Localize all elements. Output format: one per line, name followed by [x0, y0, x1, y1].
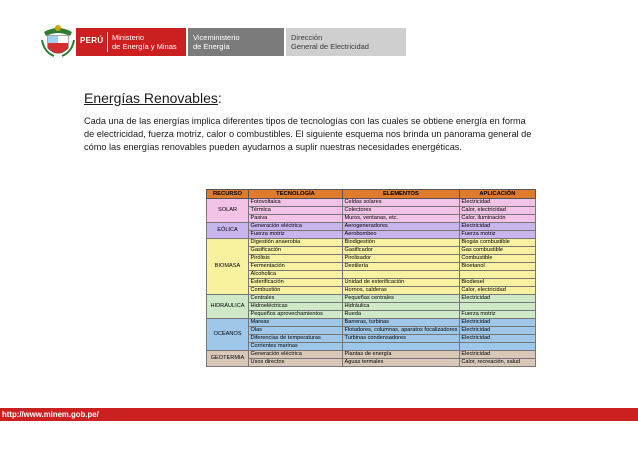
page-title-text: Energías Renovables — [84, 90, 218, 106]
technology-cell: Fotovoltaica — [249, 199, 343, 207]
application-cell: Electricidad — [459, 223, 535, 231]
ministry-line-2: de Energía y Minas — [112, 42, 177, 51]
elements-cell: Colectores — [343, 207, 460, 215]
technology-cell: Generación eléctrica — [249, 351, 343, 359]
col-header-tecnologia: TECNOLOGÍA — [249, 190, 343, 199]
technology-cell: Hidroeléctricas — [249, 303, 343, 311]
application-cell: Electricidad — [459, 295, 535, 303]
direction-label — [291, 33, 369, 51]
technology-cell: Generación eléctrica — [249, 223, 343, 231]
application-cell: Electricidad — [459, 335, 535, 343]
table-row — [207, 263, 536, 271]
col-header-recurso: RECURSO — [207, 190, 249, 199]
elements-cell: Celdas solares — [343, 199, 460, 207]
technology-cell: Fuerza motriz — [249, 231, 343, 239]
direction-line-2: General de Electricidad — [291, 42, 369, 51]
page-title-colon: : — [217, 90, 222, 106]
technology-cell: Diferencias de temperaturas — [249, 335, 343, 343]
application-cell: Combustible — [459, 255, 535, 263]
elements-cell: Aguas termales — [343, 359, 460, 367]
col-header-elementos: ELEMENTOS — [343, 190, 460, 199]
elements-cell: Aerobombeo — [343, 231, 460, 239]
technology-cell: Térmica — [249, 207, 343, 215]
application-cell — [459, 343, 535, 351]
peru-coat-of-arms-icon — [40, 22, 76, 60]
technology-cell: Gasificación — [249, 247, 343, 255]
elements-cell: Plantas de energía — [343, 351, 460, 359]
technology-cell: Fermentación — [249, 263, 343, 271]
elements-cell: Turbinas condensadores — [343, 335, 460, 343]
application-cell: Gas combustible — [459, 247, 535, 255]
application-cell — [459, 303, 535, 311]
intro-paragraph: Cada una de las energías implica diferentes tipos de tecnologías con las cuales se obtiene energía en forma de electricidad, fuerza motriz, calor o combustibles. El siguiente esquema nos brinda un panorama general de cómo las energías renovables pueden ayudarnos a suplir nuestras necesidades energéticas. — [84, 116, 532, 153]
direction-banner — [286, 28, 406, 56]
resource-cell: HIDRÁULICA — [207, 295, 249, 319]
table-row — [207, 207, 536, 215]
technology-cell: Centrales — [249, 295, 343, 303]
application-cell: Calor, iluminación — [459, 215, 535, 223]
technology-cell: Usos directos — [249, 359, 343, 367]
table-row — [207, 255, 536, 263]
application-cell: Electricidad — [459, 199, 535, 207]
elements-cell: Muros, ventanas, etc. — [343, 215, 460, 223]
technology-cell: Pasiva — [249, 215, 343, 223]
table-row — [207, 335, 536, 343]
technology-cell: Corrientes marinas — [249, 343, 343, 351]
vice-ministry-line-2: de Energía — [193, 42, 230, 51]
application-cell: Electricidad — [459, 327, 535, 335]
resource-cell: OCÉANOS — [207, 319, 249, 351]
country-label: PERÚ — [80, 36, 104, 45]
table-row — [207, 215, 536, 223]
technology-cell: Combustión — [249, 287, 343, 295]
elements-cell: Biodigestión — [343, 239, 460, 247]
elements-cell: Aerogeneradores — [343, 223, 460, 231]
application-cell: Biogás combustible — [459, 239, 535, 247]
table-header-row — [207, 190, 536, 199]
resource-cell: BIOMASA — [207, 239, 249, 295]
renewable-energy-table — [206, 189, 536, 367]
footer-url-link[interactable]: http://www.minem.gob.pe/ — [2, 410, 99, 419]
page-title — [84, 90, 222, 106]
application-cell: Calor, recreación, salud — [459, 359, 535, 367]
technology-cell: Pequeños aprovechamientos — [249, 311, 343, 319]
technology-cell: Mareas — [249, 319, 343, 327]
application-cell: Biodiesel — [459, 279, 535, 287]
elements-cell — [343, 343, 460, 351]
application-cell: Electricidad — [459, 319, 535, 327]
elements-cell: Unidad de esterificación — [343, 279, 460, 287]
elements-cell: Rueda — [343, 311, 460, 319]
table-row — [207, 295, 536, 303]
table-row — [207, 271, 536, 279]
technology-cell: Alcoholica — [249, 271, 343, 279]
table-row — [207, 231, 536, 239]
elements-cell: Pirolisador — [343, 255, 460, 263]
technology-cell: Esterificación — [249, 279, 343, 287]
elements-cell: Hidráulica — [343, 303, 460, 311]
table-row — [207, 223, 536, 231]
ministry-line-1: Ministerio — [112, 33, 145, 42]
vice-ministry-line-1: Viceministerio — [193, 33, 240, 42]
vice-ministry-label — [193, 33, 240, 51]
table-row — [207, 303, 536, 311]
col-header-aplicacion: APLICACIÓN — [459, 190, 535, 199]
table-row — [207, 343, 536, 351]
table-row — [207, 247, 536, 255]
vice-ministry-banner — [188, 28, 284, 56]
table-row — [207, 359, 536, 367]
elements-cell — [343, 271, 460, 279]
technology-cell: Digestión anaerobia — [249, 239, 343, 247]
resource-cell: EÓLICA — [207, 223, 249, 239]
direction-line-1: Dirección — [291, 33, 323, 42]
elements-cell: Barreras, turbinas — [343, 319, 460, 327]
resource-cell: SOLAR — [207, 199, 249, 223]
elements-cell: Gasificador — [343, 247, 460, 255]
header-separator — [107, 32, 108, 52]
ministry-label — [112, 33, 177, 51]
table-row — [207, 279, 536, 287]
application-cell: Calor, electricidad — [459, 287, 535, 295]
elements-cell: Hornos, calderas — [343, 287, 460, 295]
application-cell: Calor, electricidad — [459, 207, 535, 215]
elements-cell: Pequeñas centrales — [343, 295, 460, 303]
application-cell: Fuerza motriz — [459, 311, 535, 319]
elements-cell: Flotadores, columnas, aparatos focalizadores — [344, 327, 458, 333]
application-cell: Bioetanol — [459, 263, 535, 271]
table-row — [207, 287, 536, 295]
footer-bar — [0, 408, 638, 421]
table-row — [207, 327, 536, 335]
technology-cell: Olas — [249, 327, 343, 335]
application-cell: Fuerza motriz — [459, 231, 535, 239]
ministry-banner — [76, 28, 186, 56]
table-row — [207, 239, 536, 247]
table-row — [207, 311, 536, 319]
application-cell — [459, 271, 535, 279]
resource-cell: GEOTERMIA — [207, 351, 249, 367]
elements-cell: Destilería — [343, 263, 460, 271]
table-row — [207, 199, 536, 207]
technology-cell: Pirólisis — [249, 255, 343, 263]
table-row — [207, 319, 536, 327]
application-cell: Electricidad — [459, 351, 535, 359]
table-row — [207, 351, 536, 359]
